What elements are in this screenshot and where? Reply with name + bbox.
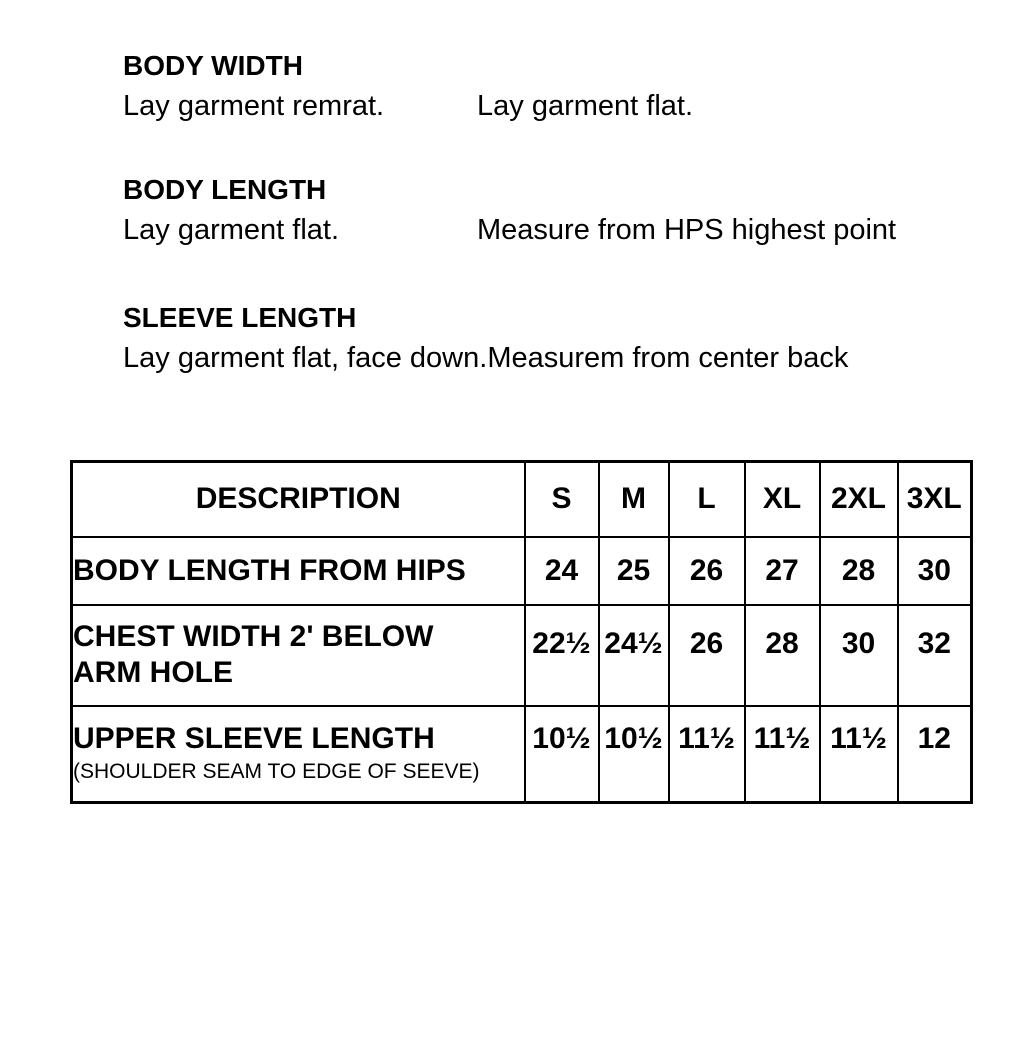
instruction-method: Lay garment flat, face down.Measurem from center back	[123, 342, 849, 374]
row-sublabel: (SHOULDER SEAM TO EDGE OF SEEVE)	[73, 759, 480, 783]
cell-value: 22½	[525, 605, 599, 706]
cell-value: 12	[898, 706, 972, 803]
instruction-method: Lay garment flat.	[123, 214, 339, 246]
instruction-detail: Lay garment flat.	[477, 90, 693, 122]
column-header-size-3xl: 3XL	[898, 462, 972, 537]
table-row-chest-width	[72, 605, 972, 706]
cell-value: 24½	[599, 605, 669, 706]
cell-value: 10½	[525, 706, 599, 803]
cell-value: 10½	[599, 706, 669, 803]
cell-value: 30	[898, 537, 972, 605]
row-label: UPPER SLEEVE LENGTH (SHOULDER SEAM TO EDGE OF SEEVE)	[72, 706, 525, 803]
column-header-description: DESCRIPTION	[72, 462, 525, 537]
section-sleeve-length	[123, 298, 983, 378]
column-header-size-l: L	[669, 462, 745, 537]
column-header-size-2xl: 2XL	[820, 462, 898, 537]
cell-value: 30	[820, 605, 898, 706]
table-row-body-length-from-hips	[72, 537, 972, 605]
section-instructions	[123, 210, 983, 250]
instruction-detail: Measure from HPS highest point	[477, 214, 897, 246]
cell-value: 28	[745, 605, 820, 706]
column-header-size-m: M	[599, 462, 669, 537]
cell-value: 11½	[669, 706, 745, 803]
row-label: BODY LENGTH FROM HIPS	[72, 537, 525, 605]
cell-value: 28	[820, 537, 898, 605]
section-instructions	[123, 86, 983, 126]
cell-value: 25	[599, 537, 669, 605]
table-row-upper-sleeve-length	[72, 706, 972, 803]
section-body-width	[123, 46, 983, 126]
section-heading: BODY WIDTH	[123, 50, 303, 81]
cell-value: 32	[898, 605, 972, 706]
section-heading: SLEEVE LENGTH	[123, 302, 357, 333]
row-label: CHEST WIDTH 2' BELOW ARM HOLE	[72, 605, 525, 706]
cell-value: 27	[745, 537, 820, 605]
section-instructions	[123, 338, 983, 378]
column-header-size-s: S	[525, 462, 599, 537]
section-heading: BODY LENGTH	[123, 174, 327, 205]
cell-value: 11½	[820, 706, 898, 803]
cell-value: 11½	[745, 706, 820, 803]
column-header-size-xl: XL	[745, 462, 820, 537]
cell-value: 24	[525, 537, 599, 605]
cell-value: 26	[669, 605, 745, 706]
section-body-length	[123, 170, 983, 250]
cell-value: 26	[669, 537, 745, 605]
instruction-method: Lay garment remrat.	[123, 90, 385, 122]
size-chart-table	[70, 460, 973, 804]
table-header-row	[72, 462, 972, 537]
